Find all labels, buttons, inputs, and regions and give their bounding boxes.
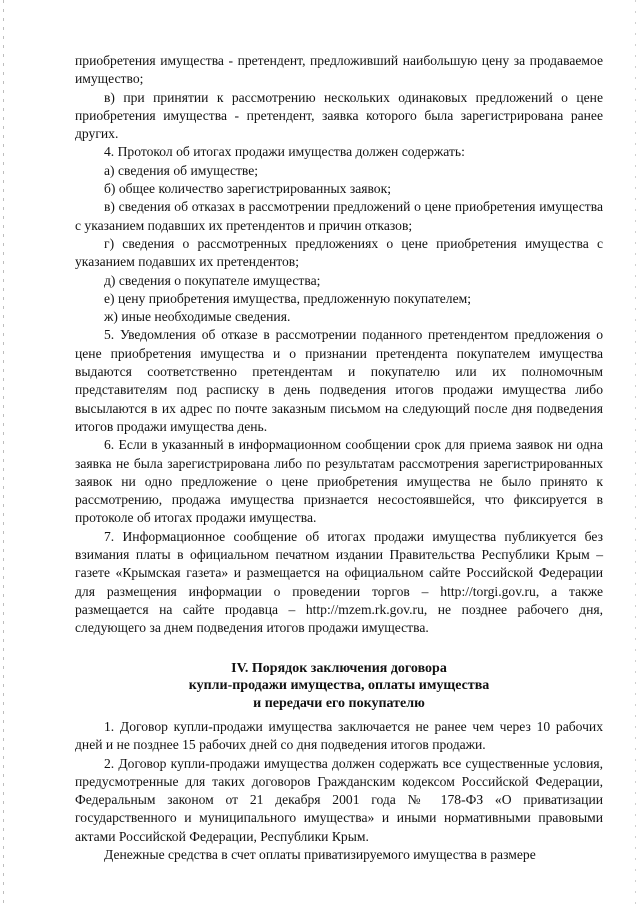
paragraph: 1. Договор купли-продажи имущества заключается не ранее чем через 10 рабочих дней и не позднее 15 рабочих дней со дня подведения итогов продажи. [75, 719, 603, 753]
paragraphs-after-heading [75, 718, 603, 864]
paragraph: 6. Если в указанный в информационном сообщении срок для приема заявок ни одна заявка не была зарегистрирована либо по результатам рассмотрения зарегистрированных заявок ни одно предложение о цене приобретения имущества не было принято к рассмотрению, продажа имущества признается несостоявшейся, что фиксируется в протоколе об итогах продажи имущества. [75, 437, 603, 526]
paragraph: 2. Договор купли-продажи имущества должен содержать все существенные условия, предусмотренные для таких договоров Гражданским кодексом Российской Федерации, Федеральным законом от 21 декабря 2001 года № 178-ФЗ «О приватизации государственного и муниципального имущества» и иными нормативными правовыми актами Российской Федерации, Республики Крым. [75, 755, 603, 844]
paragraph: 7. Информационное сообщение об итогах продажи имущества публикуется без взимания платы в официальном печатном издании Правительства Республики Крым – газете «Крымская газета» и размещается на официальном сайте Российской Федерации для размещения информации о проведении торгов – http://torgi.gov.ru, а также размещается на сайте продавца – http://mzem.rk.gov.ru, не позднее рабочего дня, следующего за днем подведения итогов продажи имущества. [75, 528, 603, 636]
paragraph: б) общее количество зарегистрированных заявок; [104, 181, 391, 197]
section-heading-line-1: IV. Порядок заключения договора [231, 660, 447, 676]
paragraph: д) сведения о покупателе имущества; [104, 272, 321, 288]
section-heading-line-3: и передачи его покупателю [253, 695, 425, 711]
section-heading [75, 660, 603, 713]
document-body [75, 52, 603, 864]
paragraph: в) при принятии к рассмотрению нескольких одинаковых предложений о цене приобретения имущества - претендент, заявка которого была зарегистрирована ранее других. [75, 89, 603, 142]
paragraph: 4. Протокол об итогах продажи имущества должен содержать: [104, 144, 465, 160]
paragraph: Денежные средства в счет оплаты приватизируемого имущества в размере [104, 847, 536, 863]
scan-edge-left [3, 0, 4, 905]
paragraph: 5. Уведомления об отказе в рассмотрении поданного претендентом предложения о цене приобретения имущества и о признании претендента покупателем имущества выдаются соответственно претендентам и покупателю или их полномочным представителям под расписку в день подведения итогов продажи имущества либо высылаются в их адрес по почте заказным письмом на следующий после дня подведения итогов продажи имущества день. [75, 327, 603, 434]
paragraphs-before-heading [75, 52, 603, 638]
paragraph: а) сведения об имуществе; [104, 162, 259, 178]
paragraph: ж) иные необходимые сведения. [104, 309, 291, 325]
paragraph: в) сведения об отказах в рассмотрении предложений о цене приобретения имущества с указанием подавших их претендентов и причин отказов; [75, 199, 603, 233]
paragraph: е) цену приобретения имущества, предложенную покупателем; [104, 290, 471, 306]
paragraph: приобретения имущества - претендент, предложивший наибольшую цену за продаваемое имущество; [75, 53, 603, 87]
paragraph: г) сведения о рассмотренных предложениях о цене приобретения имущества с указанием подавших их претендентов; [75, 235, 603, 270]
section-heading-line-2: купли-продажи имущества, оплаты имущества [188, 678, 490, 693]
scan-edge-right [635, 0, 636, 905]
